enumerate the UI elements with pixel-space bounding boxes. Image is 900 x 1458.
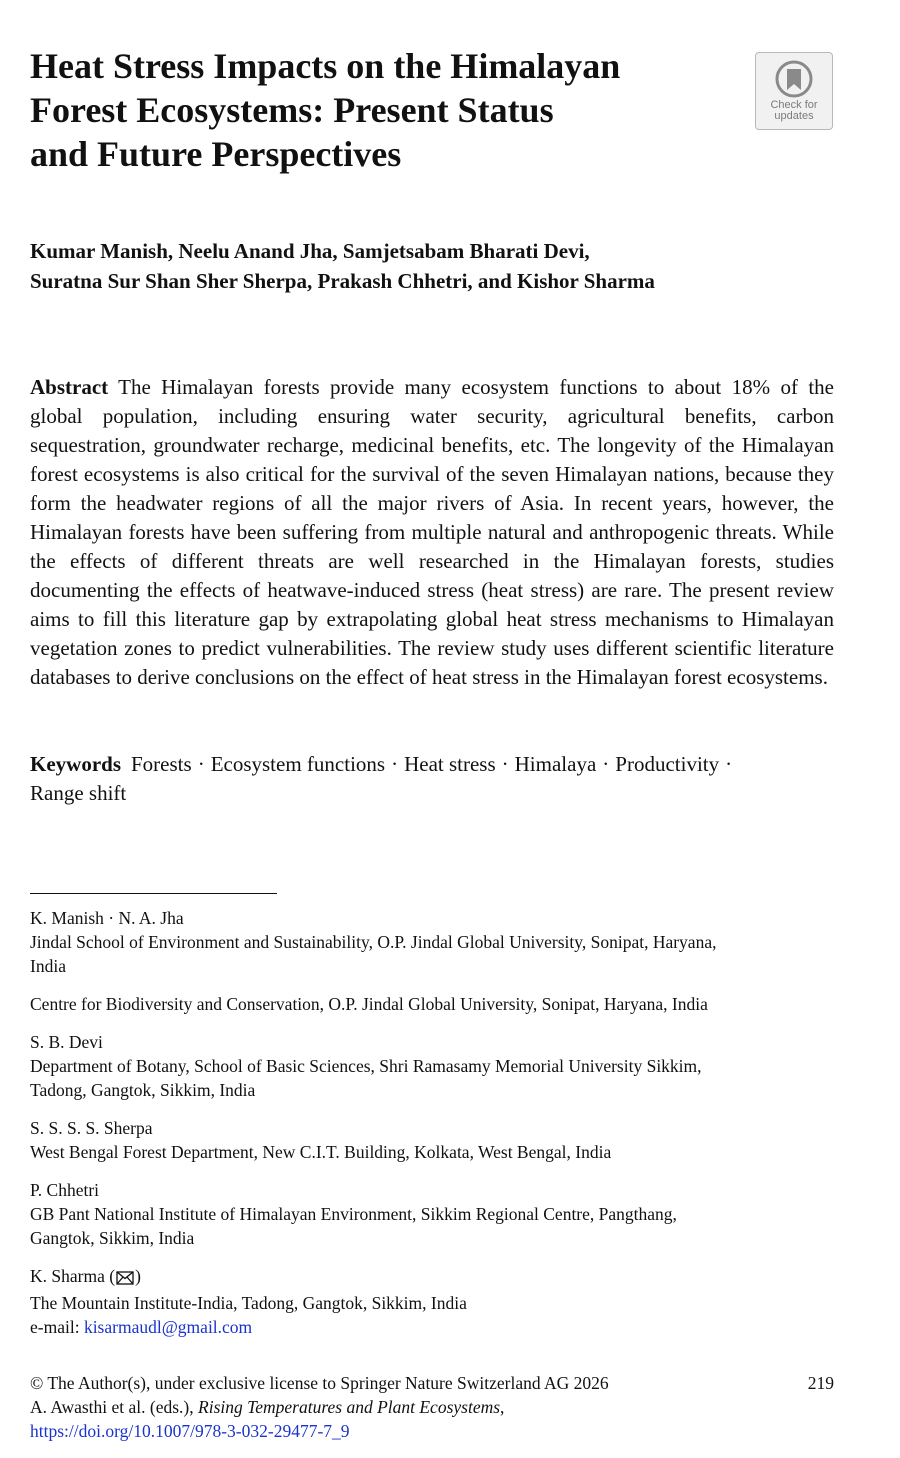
keyword: Range shift — [30, 781, 127, 805]
affiliation-text: West Bengal Forest Department, New C.I.T. Building, Kolkata, West Bengal, India — [30, 1142, 612, 1162]
affiliation-text: The Mountain Institute-India, Tadong, Gangtok, Sikkim, India — [30, 1293, 467, 1313]
affiliation-block — [30, 1030, 834, 1102]
citation-line: A. Awasthi et al. (eds.), Rising Temperatures and Plant Ecosystems, — [30, 1397, 505, 1417]
title-line: Forest Ecosystems: Present Status — [30, 90, 554, 130]
title-line: Heat Stress Impacts on the Himalayan — [30, 46, 621, 86]
affiliation-block — [30, 906, 834, 978]
keyword-separator: · — [602, 752, 610, 776]
keyword-separator: · — [725, 752, 733, 776]
keyword: Himalaya — [514, 752, 597, 776]
keywords-label: Keywords — [30, 752, 121, 776]
affiliation-text: Department of Botany, School of Basic Sciences, Shri Ramasamy Memorial University Sikkim, — [30, 1056, 702, 1076]
affiliation-text: Centre for Biodiversity and Conservation, O.P. Jindal Global University, Sonipat, Haryana, India — [30, 994, 708, 1014]
paper-page — [30, 0, 834, 1458]
affiliation-authors: S. B. Devi — [30, 1032, 103, 1052]
keywords — [30, 750, 834, 808]
affiliation-text: Jindal School of Environment and Sustainability, O.P. Jindal Global University, Sonipat, Haryana, — [30, 932, 717, 952]
check-for-updates-badge[interactable] — [755, 52, 833, 130]
author-line: Suratna Sur Shan Sher Sherpa, Prakash Chhetri, and Kishor Sharma — [30, 269, 655, 293]
affiliation-authors: K. Manish · N. A. Jha — [30, 908, 184, 928]
doi-link[interactable]: https://doi.org/10.1007/978-3-032-29477-7_9 — [30, 1421, 350, 1441]
paper-title — [30, 44, 730, 176]
book-title: Rising Temperatures and Plant Ecosystems — [198, 1397, 501, 1417]
keyword: Heat stress — [404, 752, 496, 776]
keyword-separator: · — [501, 752, 509, 776]
affiliation-text: Tadong, Gangtok, Sikkim, India — [30, 1080, 256, 1100]
affiliation-text: Gangtok, Sikkim, India — [30, 1228, 195, 1248]
affiliation-block — [30, 1264, 834, 1339]
email-line: e-mail: kisarmaudl@gmail.com — [30, 1317, 253, 1337]
keyword: Productivity — [615, 752, 720, 776]
author-list — [30, 236, 834, 296]
copyright-line: © The Author(s), under exclusive license to Springer Nature Switzerland AG 2026 — [30, 1373, 609, 1393]
page-footer — [30, 1371, 834, 1443]
badge-label: Check for updates — [770, 99, 818, 122]
affiliation-authors: P. Chhetri — [30, 1180, 100, 1200]
affiliations — [30, 906, 834, 1353]
email-link[interactable]: kisarmaudl@gmail.com — [83, 1317, 253, 1337]
affiliation-text: India — [30, 956, 66, 976]
author-line: Kumar Manish, Neelu Anand Jha, Samjetsabam Bharati Devi, — [30, 239, 590, 263]
footnote-divider — [30, 893, 277, 894]
keyword-separator: · — [391, 752, 399, 776]
affiliation-authors: S. S. S. S. Sherpa — [30, 1118, 153, 1138]
affiliation-block — [30, 992, 834, 1016]
bookmark-check-icon — [774, 59, 814, 99]
page-number: 219 — [807, 1373, 834, 1393]
abstract-text: The Himalayan forests provide many ecosystem functions to about 18% of the global population, including ensuring water security, agricultural benefits, carbon sequestration, groundwater recharge, medicinal benefits, etc. The longevity of the Himalayan forest ecosystems is also critical for the survival of the seven Himalayan nations, because they form the headwater regions of all the major rivers of Asia. In recent years, however, the Himalayan forests have been suffering from multiple natural and anthropogenic threats. While the effects of different threats are well researched in the Himalayan forests, studies documenting the effects of heatwave-induced stress (heat stress) are rare. The present review aims to fill this literature gap by extrapolating global heat stress mechanisms to Himalayan vegetation zones to predict vulnerabilities. The review study uses different scientific literature databases to derive conclusions on the effect of heat stress in the Himalayan forest ecosystems. — [30, 375, 834, 689]
corresponding-author: K. Sharma ( ) — [30, 1264, 834, 1291]
keyword: Forests — [131, 752, 192, 776]
affiliation-text: GB Pant National Institute of Himalayan Environment, Sikkim Regional Centre, Pangthang, — [30, 1204, 677, 1224]
abstract — [30, 373, 834, 692]
keyword: Ecosystem functions — [210, 752, 386, 776]
affiliation-block — [30, 1178, 834, 1250]
affiliation-block — [30, 1116, 834, 1164]
title-line: and Future Perspectives — [30, 134, 402, 174]
abstract-label: Abstract — [30, 375, 109, 399]
envelope-icon — [116, 1267, 134, 1291]
keyword-separator: · — [197, 752, 205, 776]
